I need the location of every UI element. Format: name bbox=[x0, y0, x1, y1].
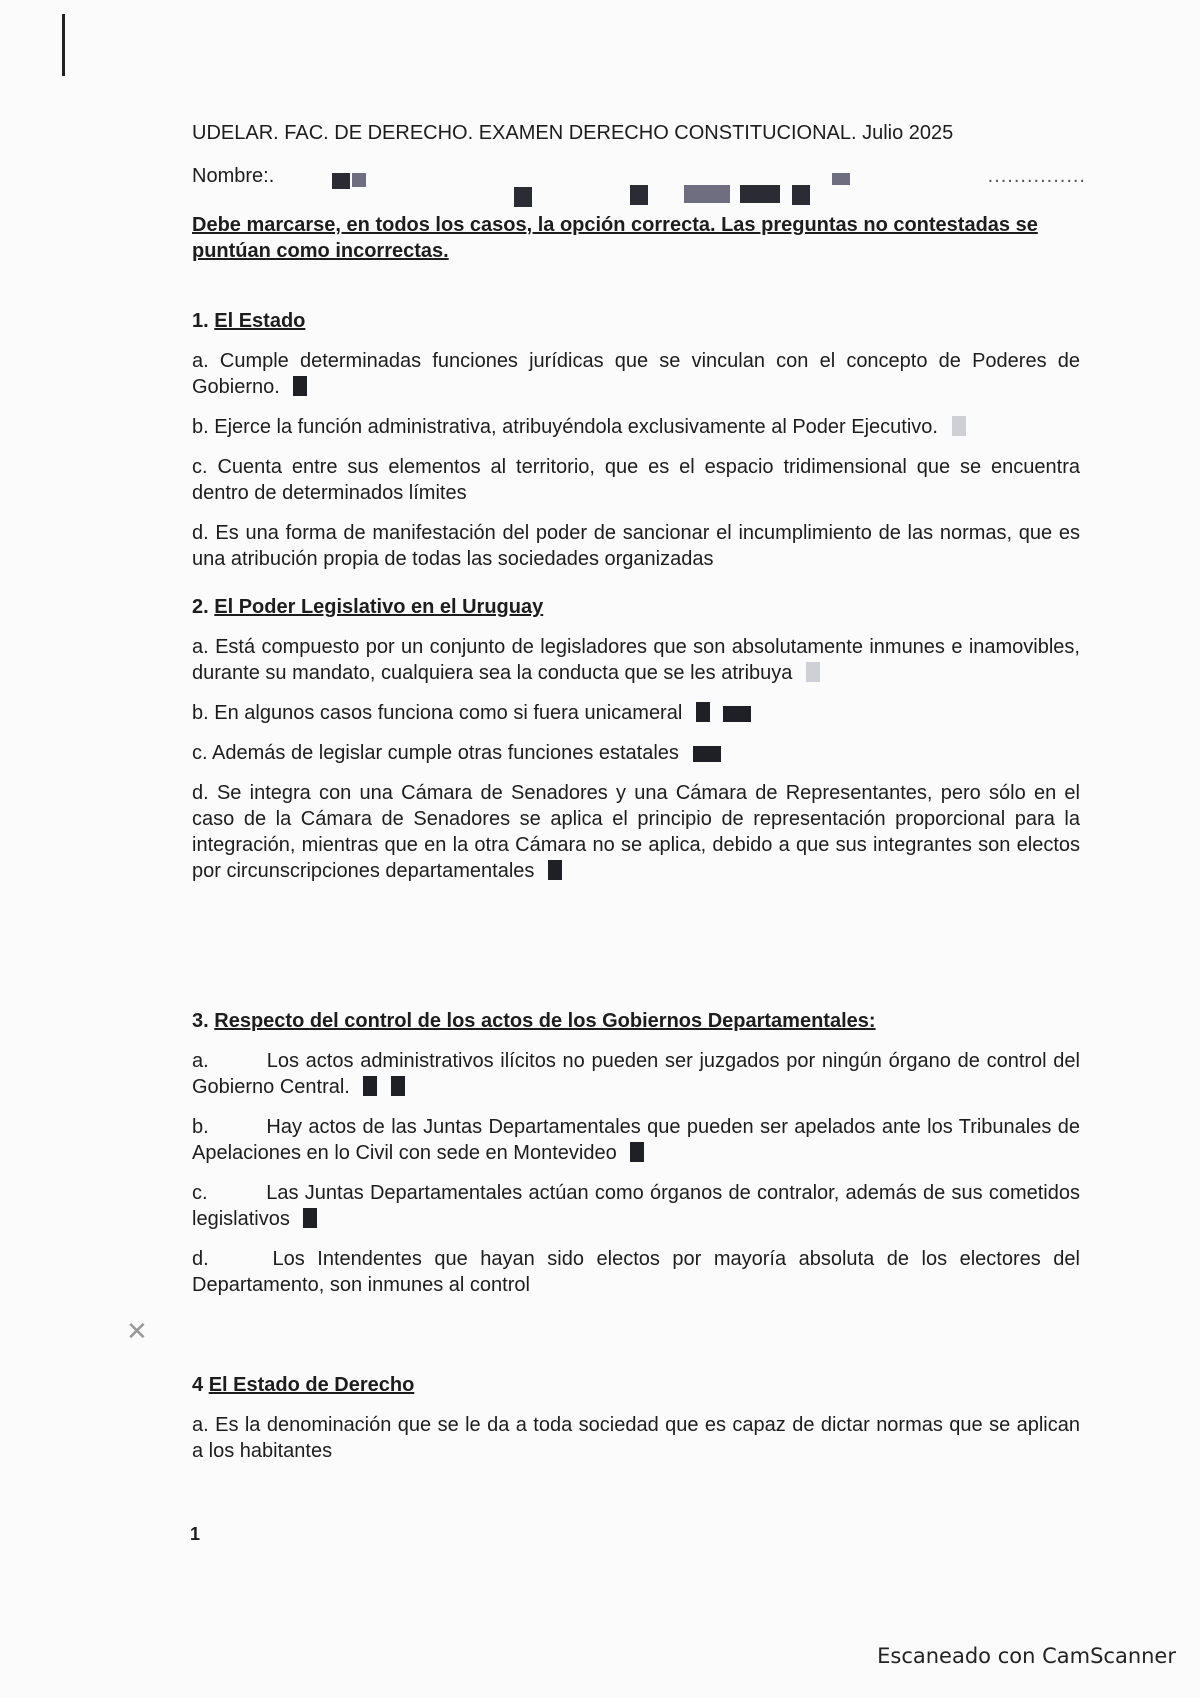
option-2c[interactable] bbox=[192, 740, 1080, 766]
answer-mark bbox=[363, 1076, 377, 1096]
redaction-block bbox=[352, 173, 366, 187]
option-text: Es una forma de manifestación del poder de sancionar el incumplimiento de las normas, que es una atribución propia de todas las sociedades organizadas bbox=[192, 522, 1081, 570]
question-title-text: El Estado bbox=[214, 310, 306, 332]
question-title-text: El Poder Legislativo en el Uruguay bbox=[214, 596, 544, 618]
redaction-block bbox=[514, 187, 532, 207]
question-title bbox=[192, 1372, 1080, 1398]
option-letter: d. bbox=[192, 522, 209, 544]
question-title bbox=[192, 594, 1080, 620]
option-text: Se integra con una Cámara de Senadores y una Cámara de Representantes, pero sólo en el caso de la Cámara de Senadores se aplica el principio de representación proporcional para la integración, mientras que en la otra Cámara no se aplica, debido a que sus integrantes son electos por circunscripciones departamentales bbox=[192, 782, 1080, 882]
redaction-block bbox=[740, 185, 780, 203]
option-3a[interactable] bbox=[192, 1048, 1080, 1100]
question-number: 3. bbox=[192, 1010, 209, 1032]
redaction-block bbox=[332, 173, 350, 189]
answer-mark bbox=[391, 1076, 405, 1096]
option-4a[interactable] bbox=[192, 1412, 1080, 1464]
option-letter: a. bbox=[192, 636, 209, 658]
name-row bbox=[192, 163, 1086, 193]
question-title-text: El Estado de Derecho bbox=[208, 1374, 415, 1396]
redaction-block bbox=[832, 173, 850, 185]
option-3b[interactable] bbox=[192, 1114, 1080, 1166]
redaction-block bbox=[684, 185, 730, 203]
option-letter: a. bbox=[192, 1414, 209, 1436]
option-text: Está compuesto por un conjunto de legisladores que son absolutamente inmunes e inamovibles, durante su mandato, cualquiera sea la conducta que se les atribuya bbox=[192, 636, 1080, 684]
option-text: Las Juntas Departamentales actúan como órganos de contralor, además de sus cometidos legislativos bbox=[192, 1182, 1081, 1230]
option-letter: c. bbox=[192, 1182, 208, 1204]
option-2a[interactable] bbox=[192, 634, 1080, 686]
option-text: Los Intendentes que hayan sido electos por mayoría absoluta de los electores del Departamento, son inmunes al control bbox=[192, 1248, 1080, 1296]
option-text: En algunos casos funciona como si fuera unicameral bbox=[214, 702, 683, 724]
margin-pen-mark bbox=[62, 14, 65, 76]
option-text: Ejerce la función administrativa, atribuyéndola exclusivamente al Poder Ejecutivo. bbox=[214, 416, 938, 438]
option-1a[interactable] bbox=[192, 348, 1080, 400]
answer-mark bbox=[303, 1208, 317, 1228]
question-title-text: Respecto del control de los actos de los Gobiernos Departamentales: bbox=[214, 1010, 876, 1032]
option-text: Es la denominación que se le da a toda sociedad que es capaz de dictar normas que se aplican a los habitantes bbox=[192, 1414, 1080, 1462]
option-2b[interactable] bbox=[192, 700, 1080, 726]
question-number: 1. bbox=[192, 310, 209, 332]
question-2 bbox=[192, 594, 1080, 884]
name-label: Nombre:. bbox=[192, 165, 275, 187]
answer-mark bbox=[723, 706, 751, 722]
stray-pen-mark: ✕ bbox=[126, 1316, 148, 1346]
redaction-block bbox=[630, 185, 648, 205]
option-letter: a. bbox=[192, 1050, 209, 1072]
option-letter: b. bbox=[192, 702, 209, 724]
question-number: 4 bbox=[192, 1374, 204, 1396]
option-2d[interactable] bbox=[192, 780, 1080, 884]
option-letter: c. bbox=[192, 742, 208, 764]
option-text: Además de legislar cumple otras funciones estatales bbox=[212, 742, 679, 764]
answer-mark bbox=[293, 376, 307, 396]
question-number: 2. bbox=[192, 596, 209, 618]
option-1c[interactable] bbox=[192, 454, 1080, 506]
option-text: Cumple determinadas funciones jurídicas que se vinculan con el concepto de Poderes de Gobierno. bbox=[192, 350, 1080, 398]
question-3 bbox=[192, 1008, 1080, 1298]
question-1 bbox=[192, 308, 1080, 572]
question-title bbox=[192, 1008, 1080, 1034]
question-title bbox=[192, 308, 1080, 334]
option-1d[interactable] bbox=[192, 520, 1080, 572]
option-letter: b. bbox=[192, 416, 209, 438]
option-1b[interactable] bbox=[192, 414, 1080, 440]
option-3d[interactable] bbox=[192, 1246, 1080, 1298]
option-letter: d. bbox=[192, 1248, 209, 1270]
option-text: Cuenta entre sus elementos al territorio, que es el espacio tridimensional que se encuentra dentro de determinados límites bbox=[192, 456, 1080, 504]
page-number: 1 bbox=[190, 1524, 201, 1544]
exam-header: UDELAR. FAC. DE DERECHO. EXAMEN DERECHO CONSTITUCIONAL. Julio 2025 bbox=[192, 122, 954, 144]
faint-mark bbox=[806, 662, 820, 682]
option-letter: d. bbox=[192, 782, 209, 804]
question-4 bbox=[192, 1372, 1080, 1464]
option-text: Hay actos de las Juntas Departamentales que pueden ser apelados ante los Tribunales de Apelaciones en lo Civil con sede en Montevideo bbox=[192, 1116, 1081, 1164]
faint-mark bbox=[952, 416, 966, 436]
option-letter: c. bbox=[192, 456, 208, 478]
scanner-watermark: Escaneado con CamScanner bbox=[877, 1644, 1176, 1668]
answer-mark bbox=[693, 746, 721, 762]
redaction-block bbox=[792, 185, 810, 205]
option-text: Los actos administrativos ilícitos no pueden ser juzgados por ningún órgano de control del Gobierno Central. bbox=[192, 1050, 1080, 1098]
option-letter: b. bbox=[192, 1116, 209, 1138]
answer-mark bbox=[696, 702, 710, 722]
answer-mark bbox=[630, 1142, 644, 1162]
answer-mark bbox=[548, 860, 562, 880]
name-dots: ............... bbox=[987, 165, 1086, 187]
option-letter: a. bbox=[192, 350, 209, 372]
instructions: Debe marcarse, en todos los casos, la opción correcta. Las preguntas no contestadas se puntúan como incorrectas. bbox=[192, 214, 1038, 262]
option-3c[interactable] bbox=[192, 1180, 1080, 1232]
